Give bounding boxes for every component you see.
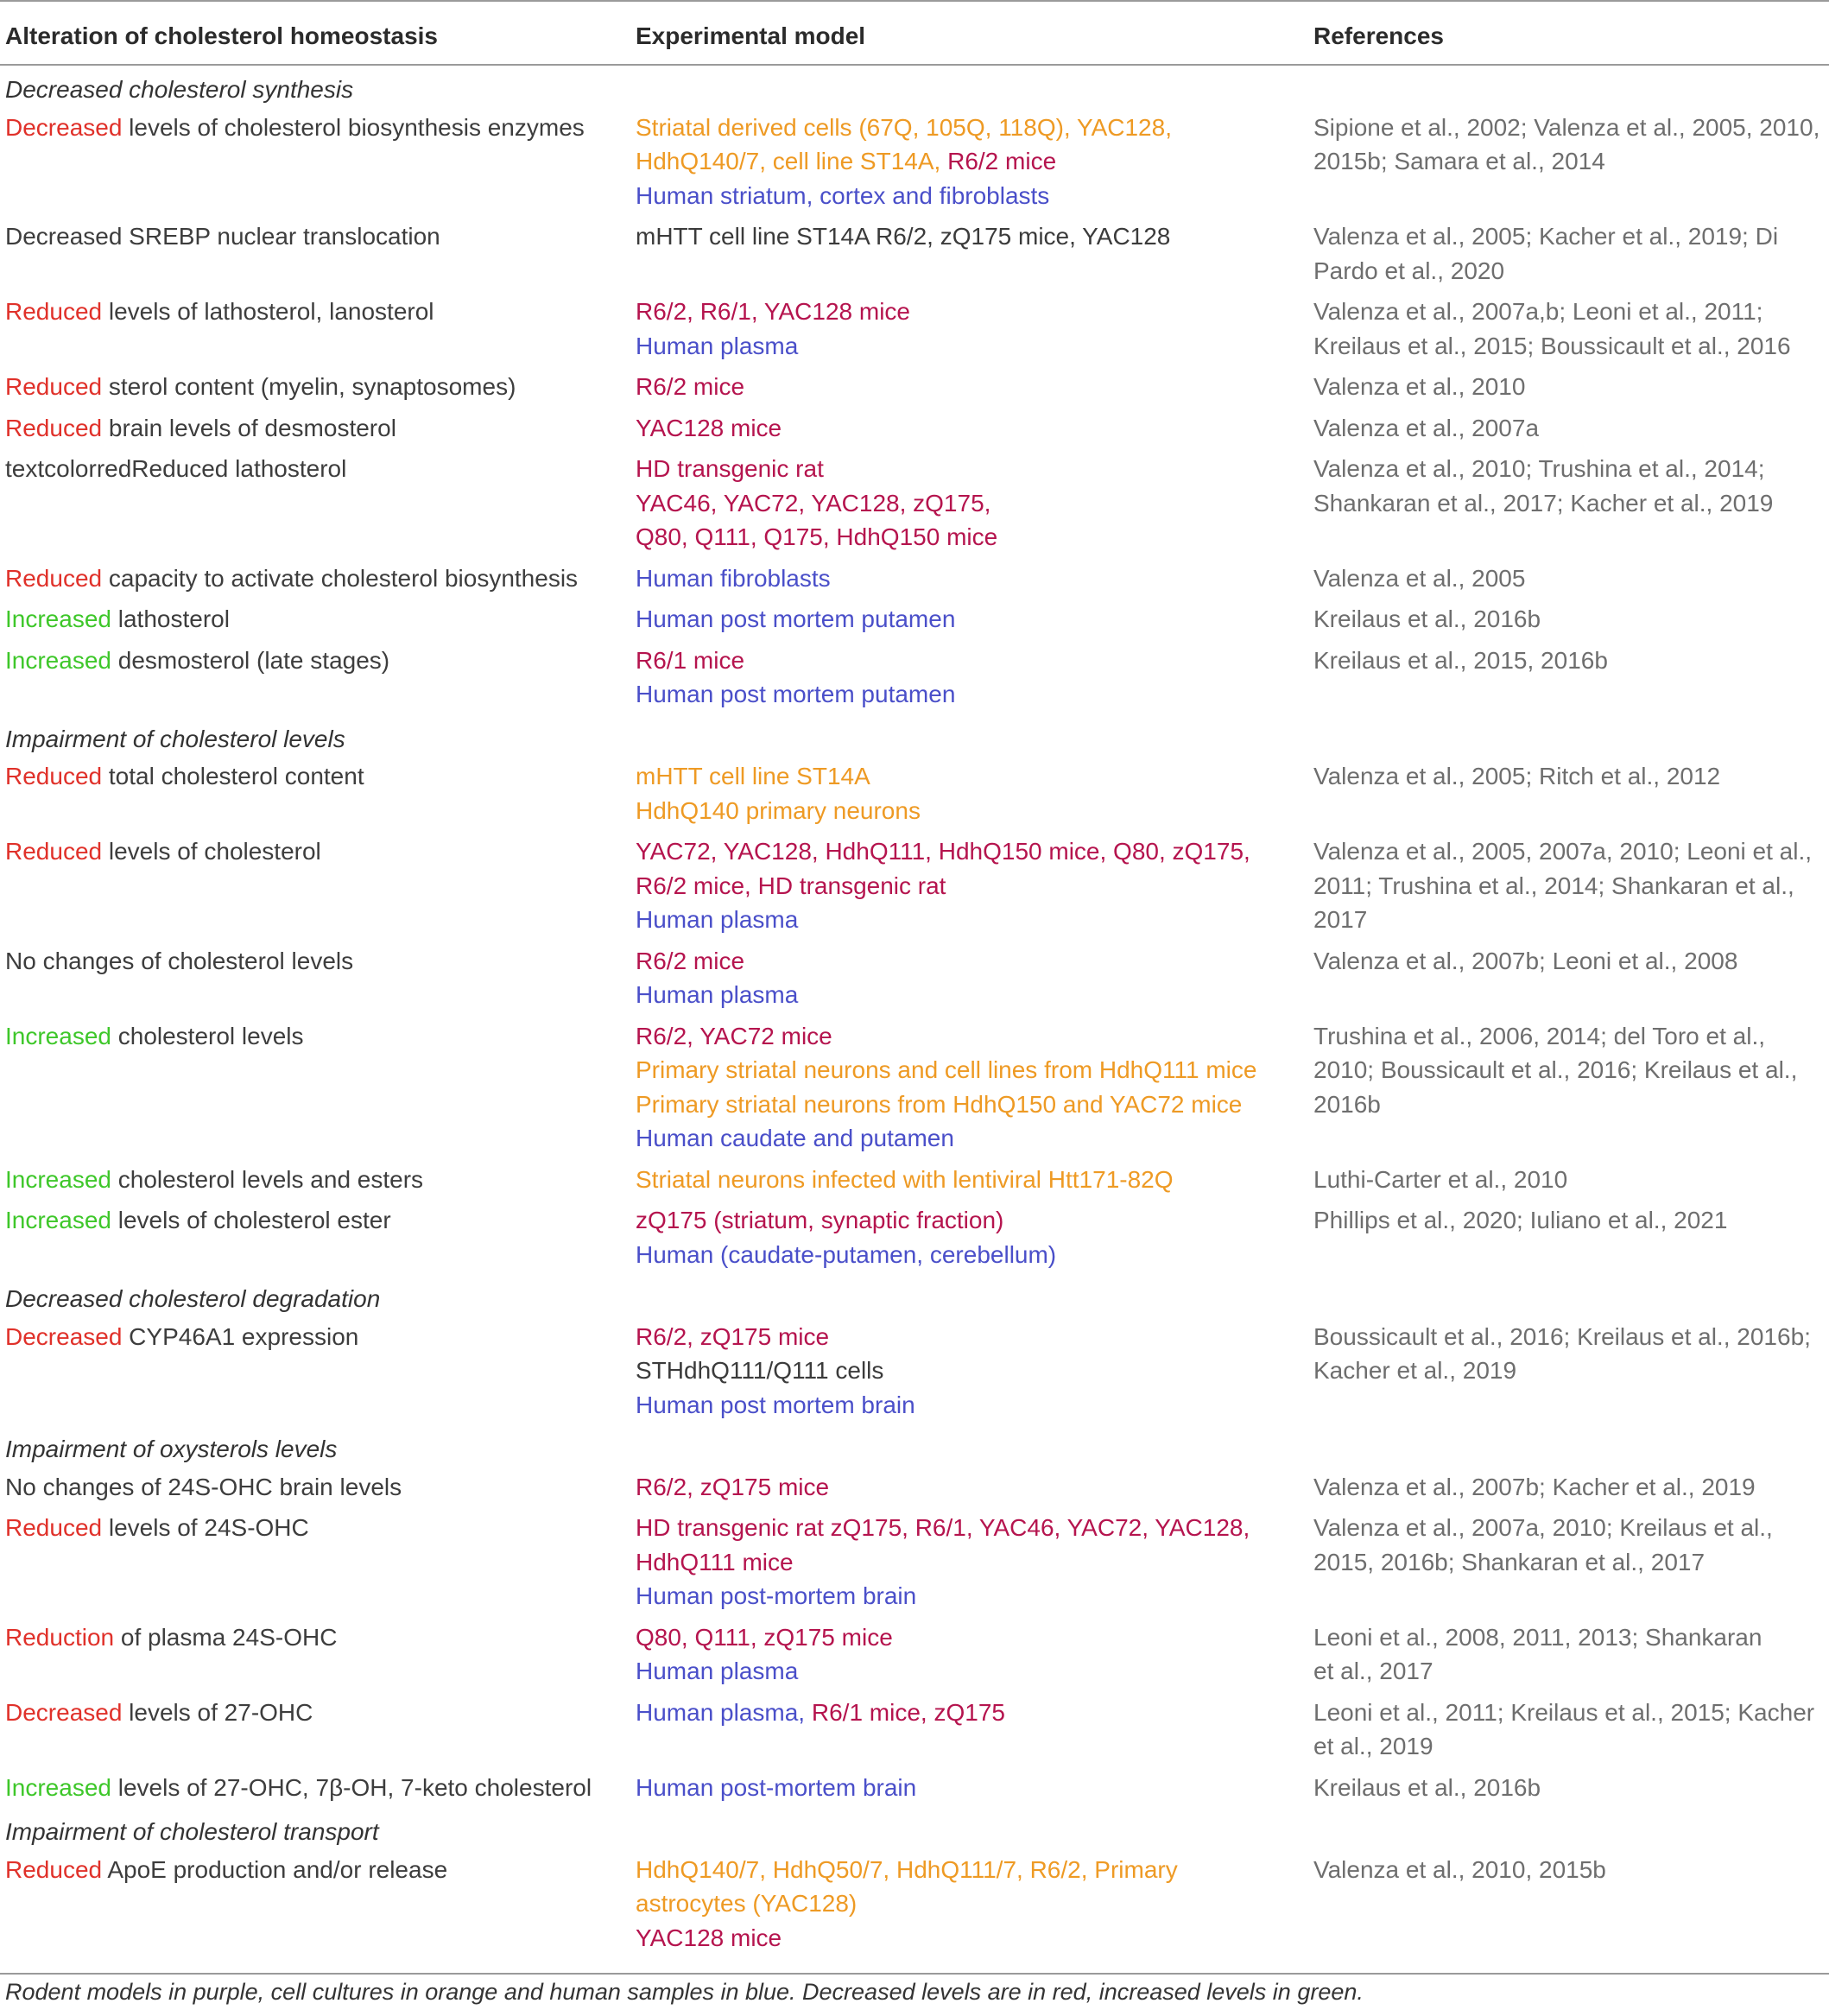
alteration-cell: [0, 1507, 630, 1617]
model-cell: [630, 1200, 1308, 1275]
alteration-cell: [0, 941, 630, 1016]
change-direction: Reduced: [5, 1514, 103, 1541]
model-cell: [630, 366, 1308, 408]
alteration-text: Decreased SREBP nuclear translocation: [5, 223, 440, 250]
model-line: [636, 452, 1301, 486]
section-row: [0, 1808, 1829, 1849]
table-row: [0, 408, 1829, 449]
reference-line: Valenza et al., 2007a,b; Leoni et al., 2011;: [1313, 298, 1763, 325]
model-text: R6/2 mice: [636, 373, 745, 400]
change-direction: Reduced: [5, 564, 103, 592]
reference-line: Valenza et al., 2010; Trushina et al., 2014;: [1313, 455, 1765, 482]
section-heading: Impairment of oxysterols levels: [5, 1436, 338, 1462]
bottom-rule: [0, 1973, 1829, 1975]
reference-line: Boussicault et al., 2016; Kreilaus et al., 2016b;: [1313, 1322, 1811, 1350]
alteration-cell: [0, 640, 630, 715]
section-row: [0, 715, 1829, 757]
table-row: [0, 366, 1829, 408]
model-text: YAC128 mice: [636, 1924, 782, 1951]
references-cell: [1308, 107, 1829, 217]
alteration-text: levels of cholesterol ester: [111, 1207, 391, 1233]
model-text: HdhQ140/7, HdhQ50/7, HdhQ111/7, R6/2, Primary: [636, 1855, 1178, 1883]
change-direction: Increased: [5, 1207, 111, 1233]
alteration-text: CYP46A1 expression: [122, 1322, 359, 1350]
section-heading: Impairment of cholesterol transport: [5, 1818, 379, 1845]
header-experimental-model: Experimental model: [630, 1, 1308, 65]
alteration-text: textcolorredReduced lathosterol: [5, 455, 347, 482]
table-row: [0, 1692, 1829, 1767]
change-direction: Increased: [5, 1022, 111, 1049]
model-line: [636, 1511, 1301, 1545]
reference-line: et al., 2017: [1313, 1658, 1433, 1684]
alteration-cell: [0, 366, 630, 408]
references-cell: [1308, 599, 1829, 640]
reference-line: Sipione et al., 2002; Valenza et al., 2005, 2010,: [1313, 113, 1820, 141]
model-cell: [630, 1159, 1308, 1201]
reference-line: Valenza et al., 2005; Ritch et al., 2012: [1313, 763, 1721, 789]
change-direction: Reduced: [5, 1855, 103, 1883]
model-cell: [630, 756, 1308, 831]
model-cell: [630, 107, 1308, 217]
references-cell: [1308, 448, 1829, 558]
reference-line: Valenza et al., 2010, 2015b: [1313, 1855, 1606, 1883]
model-text: zQ175 (striatum, synaptic fraction): [636, 1207, 1004, 1233]
model-text: R6/2 mice: [947, 148, 1057, 174]
references-cell: [1308, 1617, 1829, 1692]
alteration-text: cholesterol levels and esters: [111, 1165, 424, 1193]
model-text: Human fibroblasts: [636, 564, 831, 592]
section-row: [0, 1275, 1829, 1316]
alteration-text: levels of 27-OHC: [122, 1698, 313, 1726]
model-text: R6/2, YAC72 mice: [636, 1022, 832, 1049]
reference-line: 2011; Trushina et al., 2014; Shankaran et al.,: [1313, 872, 1794, 899]
references-cell: [1308, 366, 1829, 408]
reference-line: Leoni et al., 2008, 2011, 2013; Shankaran: [1313, 1623, 1763, 1651]
alteration-text: levels of cholesterol biosynthesis enzymes: [122, 113, 585, 141]
model-line: [636, 561, 1301, 596]
change-direction: Reduced: [5, 838, 103, 865]
model-text: Human plasma: [636, 981, 799, 1008]
reference-line: Valenza et al., 2007b; Kacher et al., 2019: [1313, 1473, 1756, 1500]
model-cell: [630, 599, 1308, 640]
model-line: [636, 486, 1301, 521]
table-body: [0, 65, 1829, 1958]
model-text: HD transgenic rat: [636, 455, 824, 482]
section-row: [0, 65, 1829, 107]
reference-line: Trushina et al., 2006, 2014; del Toro et al.,: [1313, 1022, 1766, 1049]
references-cell: [1308, 1849, 1829, 1959]
references-cell: [1308, 291, 1829, 366]
model-text: STHdhQ111/Q111 cells: [636, 1357, 884, 1384]
model-text: R6/2, zQ175 mice: [636, 1473, 830, 1500]
model-line: [636, 411, 1301, 446]
references-cell: [1308, 640, 1829, 715]
table-row: [0, 1016, 1829, 1159]
alteration-cell: [0, 1159, 630, 1201]
reference-line: Valenza et al., 2010: [1313, 373, 1526, 400]
model-line: [636, 1579, 1301, 1613]
change-direction: Decreased: [5, 113, 123, 141]
table-row: [0, 1159, 1829, 1201]
model-line: [636, 1053, 1301, 1087]
alteration-cell: [0, 1200, 630, 1275]
alteration-cell: [0, 107, 630, 217]
table-row: [0, 1767, 1829, 1809]
model-line: [636, 1853, 1301, 1887]
alteration-text: ApoE production and/or release: [102, 1855, 448, 1883]
reference-line: Pardo et al., 2020: [1313, 257, 1505, 284]
references-cell: [1308, 216, 1829, 291]
model-line: [636, 602, 1301, 637]
model-text: Human plasma: [636, 906, 799, 933]
alteration-text: brain levels of desmosterol: [102, 414, 396, 441]
model-cell: [630, 1692, 1308, 1767]
table-row: [0, 640, 1829, 715]
header-alteration: Alteration of cholesterol homeostasis: [0, 1, 630, 65]
model-text: Human plasma,: [636, 1698, 812, 1726]
model-text: Human post-mortem brain: [636, 1582, 917, 1609]
model-text: mHTT cell line ST14A R6/2, zQ175 mice, YAC128: [636, 223, 1171, 250]
model-cell: [630, 558, 1308, 599]
model-text: YAC128 mice: [636, 414, 782, 441]
reference-line: 2015, 2016b; Shankaran et al., 2017: [1313, 1548, 1706, 1575]
section-heading: Impairment of cholesterol levels: [5, 725, 345, 752]
model-text: Q80, Q111, Q175, HdhQ150 mice: [636, 523, 998, 550]
model-cell: [630, 1767, 1308, 1809]
model-line: [636, 794, 1301, 828]
model-cell: [630, 1617, 1308, 1692]
model-cell: [630, 941, 1308, 1016]
reference-line: 2015b; Samara et al., 2014: [1313, 148, 1605, 174]
model-text: R6/2, zQ175 mice: [636, 1322, 830, 1350]
model-line: [636, 1238, 1301, 1272]
model-line: [636, 1771, 1301, 1805]
table-row: [0, 107, 1829, 217]
model-text: Human post mortem putamen: [636, 681, 956, 707]
reference-line: Valenza et al., 2005: [1313, 564, 1526, 592]
model-line: [636, 144, 1301, 179]
references-cell: [1308, 1159, 1829, 1201]
table-row: [0, 1617, 1829, 1692]
section-row: [0, 1425, 1829, 1467]
table-row: [0, 558, 1829, 599]
alteration-cell: [0, 558, 630, 599]
reference-line: Kreilaus et al., 2016b: [1313, 605, 1541, 632]
model-text: Human plasma: [636, 1658, 799, 1684]
change-direction: Increased: [5, 1773, 111, 1801]
model-text: Human plasma: [636, 332, 799, 359]
references-cell: [1308, 408, 1829, 449]
table-row: [0, 448, 1829, 558]
model-line: [636, 759, 1301, 794]
change-direction: Reduced: [5, 763, 103, 789]
model-line: [636, 903, 1301, 937]
table-row: [0, 216, 1829, 291]
model-cell: [630, 831, 1308, 941]
model-line: [636, 1470, 1301, 1505]
model-cell: [630, 1467, 1308, 1508]
model-text: HdhQ111 mice: [636, 1548, 794, 1575]
alteration-text: sterol content (myelin, synaptosomes): [102, 373, 516, 400]
table-row: [0, 291, 1829, 366]
table-row: [0, 756, 1829, 831]
alteration-text: levels of 27-OHC, 7β-OH, 7-keto cholesterol: [111, 1773, 592, 1801]
model-line: [636, 1696, 1301, 1730]
table-row: [0, 1507, 1829, 1617]
table-footnote: Rodent models in purple, cell cultures in orange and human samples in blue. Decreased levels are in red, increased levels in green.: [5, 1979, 1364, 2005]
alteration-text: levels of lathosterol, lanosterol: [102, 298, 434, 325]
references-cell: [1308, 1467, 1829, 1508]
model-text: Primary striatal neurons from HdhQ150 and YAC72 mice: [636, 1090, 1243, 1118]
alteration-text: desmosterol (late stages): [111, 646, 390, 674]
model-cell: [630, 1507, 1308, 1617]
model-line: [636, 1354, 1301, 1388]
reference-line: Valenza et al., 2007a, 2010; Kreilaus et al.,: [1313, 1514, 1773, 1541]
model-cell: [630, 216, 1308, 291]
model-cell: [630, 640, 1308, 715]
alteration-cell: [0, 216, 630, 291]
model-text: R6/1 mice, zQ175: [811, 1698, 1005, 1726]
model-line: [636, 677, 1301, 712]
references-cell: [1308, 831, 1829, 941]
model-cell: [630, 1316, 1308, 1426]
model-line: [636, 1921, 1301, 1956]
model-line: [636, 1121, 1301, 1156]
model-line: [636, 1019, 1301, 1054]
model-cell: [630, 408, 1308, 449]
model-line: [636, 1163, 1301, 1197]
model-line: [636, 1388, 1301, 1423]
reference-line: Shankaran et al., 2017; Kacher et al., 2019: [1313, 489, 1774, 517]
model-text: HdhQ140 primary neurons: [636, 796, 921, 824]
alteration-cell: [0, 599, 630, 640]
model-text: Human post mortem putamen: [636, 605, 956, 632]
alteration-cell: [0, 1767, 630, 1809]
change-direction: Reduced: [5, 298, 103, 325]
table-row: [0, 941, 1829, 1016]
model-text: HD transgenic rat zQ175, R6/1, YAC46, YAC72, YAC128,: [636, 1514, 1250, 1541]
model-line: [636, 1203, 1301, 1238]
model-line: [636, 295, 1301, 329]
change-direction: Increased: [5, 1165, 111, 1193]
references-cell: [1308, 941, 1829, 1016]
reference-line: Valenza et al., 2005; Kacher et al., 2019; Di: [1313, 223, 1779, 250]
model-line: [636, 643, 1301, 678]
references-cell: [1308, 1316, 1829, 1426]
alteration-text: capacity to activate cholesterol biosynthesis: [102, 564, 579, 592]
section-heading: Decreased cholesterol synthesis: [5, 76, 354, 103]
alteration-cell: [0, 291, 630, 366]
model-line: [636, 944, 1301, 979]
reference-line: 2010; Boussicault et al., 2016; Kreilaus et al.,: [1313, 1056, 1798, 1083]
model-text: Human post-mortem brain: [636, 1773, 917, 1801]
alteration-cell: [0, 448, 630, 558]
model-text: Striatal derived cells (67Q, 105Q, 118Q), YAC128,: [636, 113, 1172, 141]
model-cell: [630, 291, 1308, 366]
alteration-cell: [0, 1617, 630, 1692]
table-row: [0, 1467, 1829, 1508]
model-text: Q80, Q111, zQ175 mice: [636, 1623, 893, 1651]
model-line: [636, 1320, 1301, 1354]
model-line: [636, 869, 1301, 903]
alteration-cell: [0, 1849, 630, 1959]
reference-line: et al., 2019: [1313, 1733, 1433, 1759]
model-text: Human striatum, cortex and fibroblasts: [636, 181, 1050, 209]
change-direction: Reduced: [5, 373, 103, 400]
model-text: R6/2, R6/1, YAC128 mice: [636, 298, 911, 325]
model-text: R6/1 mice: [636, 646, 745, 674]
alteration-cell: [0, 1316, 630, 1426]
alteration-cell: [0, 408, 630, 449]
model-cell: [630, 1016, 1308, 1159]
model-line: [636, 370, 1301, 404]
reference-line: Valenza et al., 2005, 2007a, 2010; Leoni et al.,: [1313, 838, 1813, 865]
model-cell: [630, 1849, 1308, 1959]
reference-line: Valenza et al., 2007a: [1313, 414, 1540, 441]
model-line: [636, 978, 1301, 1012]
model-line: [636, 1886, 1301, 1921]
change-direction: Increased: [5, 646, 111, 674]
reference-line: Kreilaus et al., 2015, 2016b: [1313, 646, 1608, 674]
section-heading: Decreased cholesterol degradation: [5, 1285, 381, 1312]
alteration-text: of plasma 24S-OHC: [114, 1623, 338, 1651]
model-text: Striatal neurons infected with lentiviral Htt171-82Q: [636, 1165, 1174, 1193]
change-direction: Increased: [5, 605, 111, 632]
change-direction: Reduced: [5, 414, 103, 441]
references-cell: [1308, 1767, 1829, 1809]
alteration-text: No changes of cholesterol levels: [5, 947, 354, 974]
model-text: Human post mortem brain: [636, 1391, 915, 1418]
alteration-text: levels of cholesterol: [102, 838, 321, 865]
model-line: [636, 111, 1301, 145]
reference-line: Phillips et al., 2020; Iuliano et al., 2021: [1313, 1207, 1728, 1233]
alteration-cell: [0, 756, 630, 831]
alteration-text: No changes of 24S-OHC brain levels: [5, 1473, 402, 1500]
change-direction: Decreased: [5, 1322, 123, 1350]
references-cell: [1308, 1200, 1829, 1275]
reference-line: Kreilaus et al., 2015; Boussicault et al., 2016: [1313, 332, 1791, 359]
reference-line: Kreilaus et al., 2016b: [1313, 1773, 1541, 1801]
alteration-text: cholesterol levels: [111, 1022, 304, 1049]
change-direction: Decreased: [5, 1698, 123, 1726]
references-cell: [1308, 558, 1829, 599]
table-row: [0, 1200, 1829, 1275]
alteration-text: total cholesterol content: [102, 763, 364, 789]
change-direction: Reduction: [5, 1623, 115, 1651]
model-line: [636, 1087, 1301, 1122]
model-text: Primary striatal neurons and cell lines from HdhQ111 mice: [636, 1056, 1257, 1083]
model-text: R6/2 mice: [636, 947, 745, 974]
header-references: References: [1308, 1, 1829, 65]
table-row: [0, 1316, 1829, 1426]
model-line: [636, 329, 1301, 364]
references-cell: [1308, 1016, 1829, 1159]
model-text: YAC72, YAC128, HdhQ111, HdhQ150 mice, Q80, zQ175,: [636, 838, 1250, 865]
alteration-text: levels of 24S-OHC: [102, 1514, 309, 1541]
table-row: [0, 831, 1829, 941]
model-text: R6/2 mice, HD transgenic rat: [636, 872, 946, 899]
model-line: [636, 1545, 1301, 1580]
reference-line: 2017: [1313, 906, 1368, 933]
alteration-cell: [0, 1692, 630, 1767]
table-header: [0, 1, 1829, 65]
references-cell: [1308, 756, 1829, 831]
alteration-cell: [0, 1467, 630, 1508]
model-text: Human (caudate-putamen, cerebellum): [636, 1240, 1057, 1268]
references-cell: [1308, 1692, 1829, 1767]
reference-line: Luthi-Carter et al., 2010: [1313, 1165, 1568, 1193]
reference-line: Leoni et al., 2011; Kreilaus et al., 2015; Kacher: [1313, 1698, 1815, 1726]
model-text: astrocytes (YAC128): [636, 1890, 858, 1917]
reference-line: Kacher et al., 2019: [1313, 1357, 1517, 1384]
references-cell: [1308, 1507, 1829, 1617]
alteration-cell: [0, 831, 630, 941]
model-line: [636, 834, 1301, 869]
model-text: Human caudate and putamen: [636, 1125, 954, 1151]
model-text: mHTT cell line ST14A: [636, 763, 870, 789]
model-line: [636, 1654, 1301, 1689]
model-line: [636, 219, 1301, 254]
alteration-cell: [0, 1016, 630, 1159]
model-cell: [630, 448, 1308, 558]
model-line: [636, 1620, 1301, 1655]
reference-line: Valenza et al., 2007b; Leoni et al., 2008: [1313, 947, 1738, 974]
model-text: YAC46, YAC72, YAC128, zQ175,: [636, 489, 991, 517]
model-line: [636, 520, 1301, 555]
model-line: [636, 179, 1301, 213]
alteration-text: lathosterol: [111, 605, 230, 632]
table-row: [0, 1849, 1829, 1959]
table-row: [0, 599, 1829, 640]
model-text: HdhQ140/7, cell line ST14A,: [636, 148, 948, 174]
reference-line: 2016b: [1313, 1090, 1381, 1118]
